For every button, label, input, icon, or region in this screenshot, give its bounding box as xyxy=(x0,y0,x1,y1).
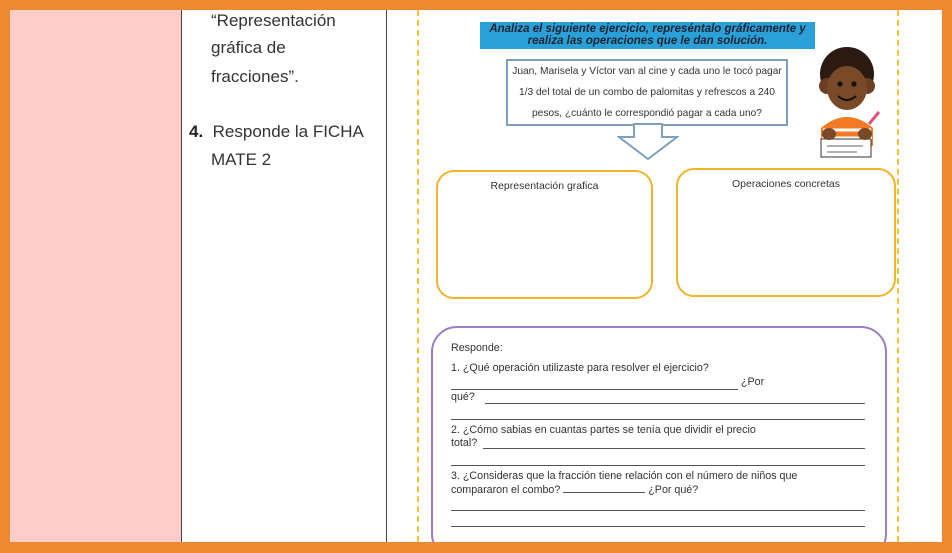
problem-statement xyxy=(506,59,788,126)
problem-line-1: Juan, Marisela y Víctor van al cine y cada uno le tocó pagar xyxy=(512,66,782,77)
concrete-operations-label: Operaciones concretas xyxy=(732,178,840,190)
worksheet-image xyxy=(387,10,942,542)
step-number: 4. xyxy=(189,122,204,141)
problem-line-3: pesos, ¿cuánto le correspondió pagar a cada uno? xyxy=(532,108,762,119)
concrete-operations-box xyxy=(676,168,896,297)
graphic-representation-label: Representación grafica xyxy=(490,180,599,192)
title-line-1: Analiza el siguiente ejercicio, represéntalo gráficamente y xyxy=(489,23,806,35)
question-1-why-word: qué? xyxy=(451,391,475,403)
title-line-2: realiza las operaciones que le dan solución. xyxy=(527,35,768,47)
responses-box xyxy=(431,326,887,542)
down-arrow-icon xyxy=(617,123,679,161)
question-2-total: total? xyxy=(451,437,478,449)
answer-line xyxy=(451,389,738,390)
answer-line xyxy=(451,419,865,420)
question-3-why: ¿Por qué? xyxy=(648,484,699,496)
instruction-line-3: fracciones”. xyxy=(211,67,299,86)
question-3: 3. ¿Consideras que la fracción tiene relación con el número de niños que xyxy=(451,470,798,482)
answer-line xyxy=(451,465,865,466)
responses-heading: Responde: xyxy=(451,342,503,354)
answer-line xyxy=(485,403,865,404)
question-3-text: compararon el combo? xyxy=(451,484,561,496)
dashed-border-left xyxy=(417,10,419,542)
answer-blank xyxy=(563,492,645,493)
answer-line xyxy=(451,510,865,511)
question-1: 1. ¿Qué operación utilizaste para resolver el ejercicio? xyxy=(451,362,709,374)
instruction-line-1: “Representación xyxy=(211,11,336,30)
question-2: 2. ¿Cómo sabias en cuantas partes se tenía que dividir el precio xyxy=(451,424,756,436)
instruction-line-2: gráfica de xyxy=(211,38,286,57)
child-writing-icon xyxy=(807,46,887,158)
left-color-column xyxy=(10,10,182,542)
problem-line-2: 1/3 del total de un combo de palomitas y refrescos a 240 xyxy=(519,87,775,98)
answer-line xyxy=(451,526,865,527)
worksheet-page xyxy=(10,10,942,542)
instruction-step-4-cont: MATE 2 xyxy=(211,150,272,169)
step-text: Responde la FICHA xyxy=(212,122,364,141)
question-1-why: ¿Por xyxy=(741,376,765,388)
question-3-cont xyxy=(451,484,698,496)
graphic-representation-box xyxy=(436,170,653,299)
answer-line xyxy=(483,448,865,449)
instruction-step-4 xyxy=(189,122,364,142)
dashed-border-right xyxy=(897,10,899,542)
exercise-title xyxy=(480,22,815,49)
instructions-column xyxy=(182,10,387,542)
